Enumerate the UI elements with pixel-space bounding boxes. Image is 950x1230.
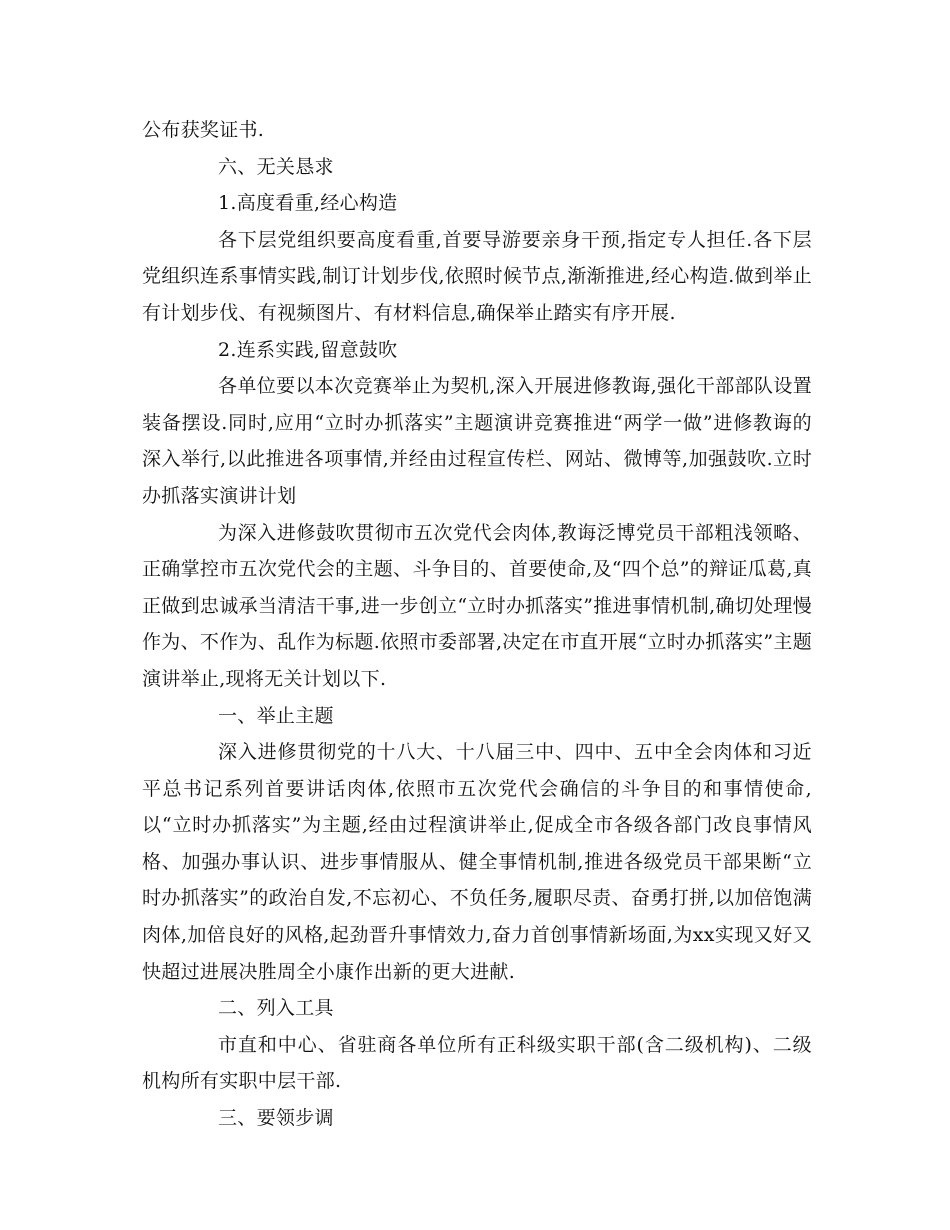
document-body	[142, 112, 812, 1137]
paragraph-continuation: 公布获奖证书.	[142, 119, 265, 141]
section-heading-theme: 一、举止主题	[218, 704, 334, 727]
section-heading-participants: 二、列入工具	[218, 997, 334, 1020]
subheading-publicity: 2.连系实践,留意鼓吹	[218, 338, 398, 361]
paragraph-publicity: 各单位要以本次竞赛举止为契机,深入开展进修教诲,强化干部部队设置装备摆设.同时,应用“立时办抓落实”主题演讲竞赛推进“两学一做”进修教诲的深入举行,以此推进各项事情,并经由过程宣传栏、网站、微博等,加强鼓吹.立时办抓落实演讲计划	[142, 375, 812, 507]
section-heading-requirements: 六、无关恳求	[218, 155, 334, 178]
paragraph-theme: 深入进修贯彻党的十八大、十八届三中、四中、五中全会肉体和习近平总书记系列首要讲话肉体,依照市五次党代会确信的斗争目的和事情使命,以“立时办抓落实”为主题,经由过程演讲举止,促成全市各级各部门改良事情风格、加强办事认识、进步事情服从、健全事情机制,推进各级党员干部果断“立时办抓落实”的政治自发,不忘初心、不负任务,履职尽责、奋勇打拼,以加倍饱满肉体,加倍良好的风格,起劲晋升事情效力,奋力首创事情新场面,为xx实现又好又快超过进展决胜周全小康作出新的更大进献.	[142, 741, 812, 983]
paragraph-participants: 市直和中心、省驻商各单位所有正科级实职干部(含二级机构)、二级机构所有实职中层干部.	[142, 1033, 812, 1093]
paragraph-organize: 各下层党组织要高度看重,首要导游要亲身干预,指定专人担任.各下层党组织连系事情实践,制订计划步伐,依照时候节点,渐渐推进,经心构造.做到举止有计划步伐、有视频图片、有材料信息,确保举止踏实有序开展.	[142, 228, 812, 324]
subheading-organize: 1.高度看重,经心构造	[218, 192, 398, 215]
section-heading-steps: 三、要领步调	[218, 1107, 334, 1130]
paragraph-intro: 为深入进修鼓吹贯彻市五次党代会肉体,教诲泛博党员干部粗浅领略、正确掌控市五次党代会的主题、斗争目的、首要使命,及“四个总”的辩证瓜葛,真正做到忠诚承当清洁干事,进一步创立“立时办抓落实”推进事情机制,确切处理慢作为、不作为、乱作为标题.依照市委部署,决定在市直开展“立时办抓落实”主题演讲举止,现将无关计划以下.	[142, 521, 812, 690]
